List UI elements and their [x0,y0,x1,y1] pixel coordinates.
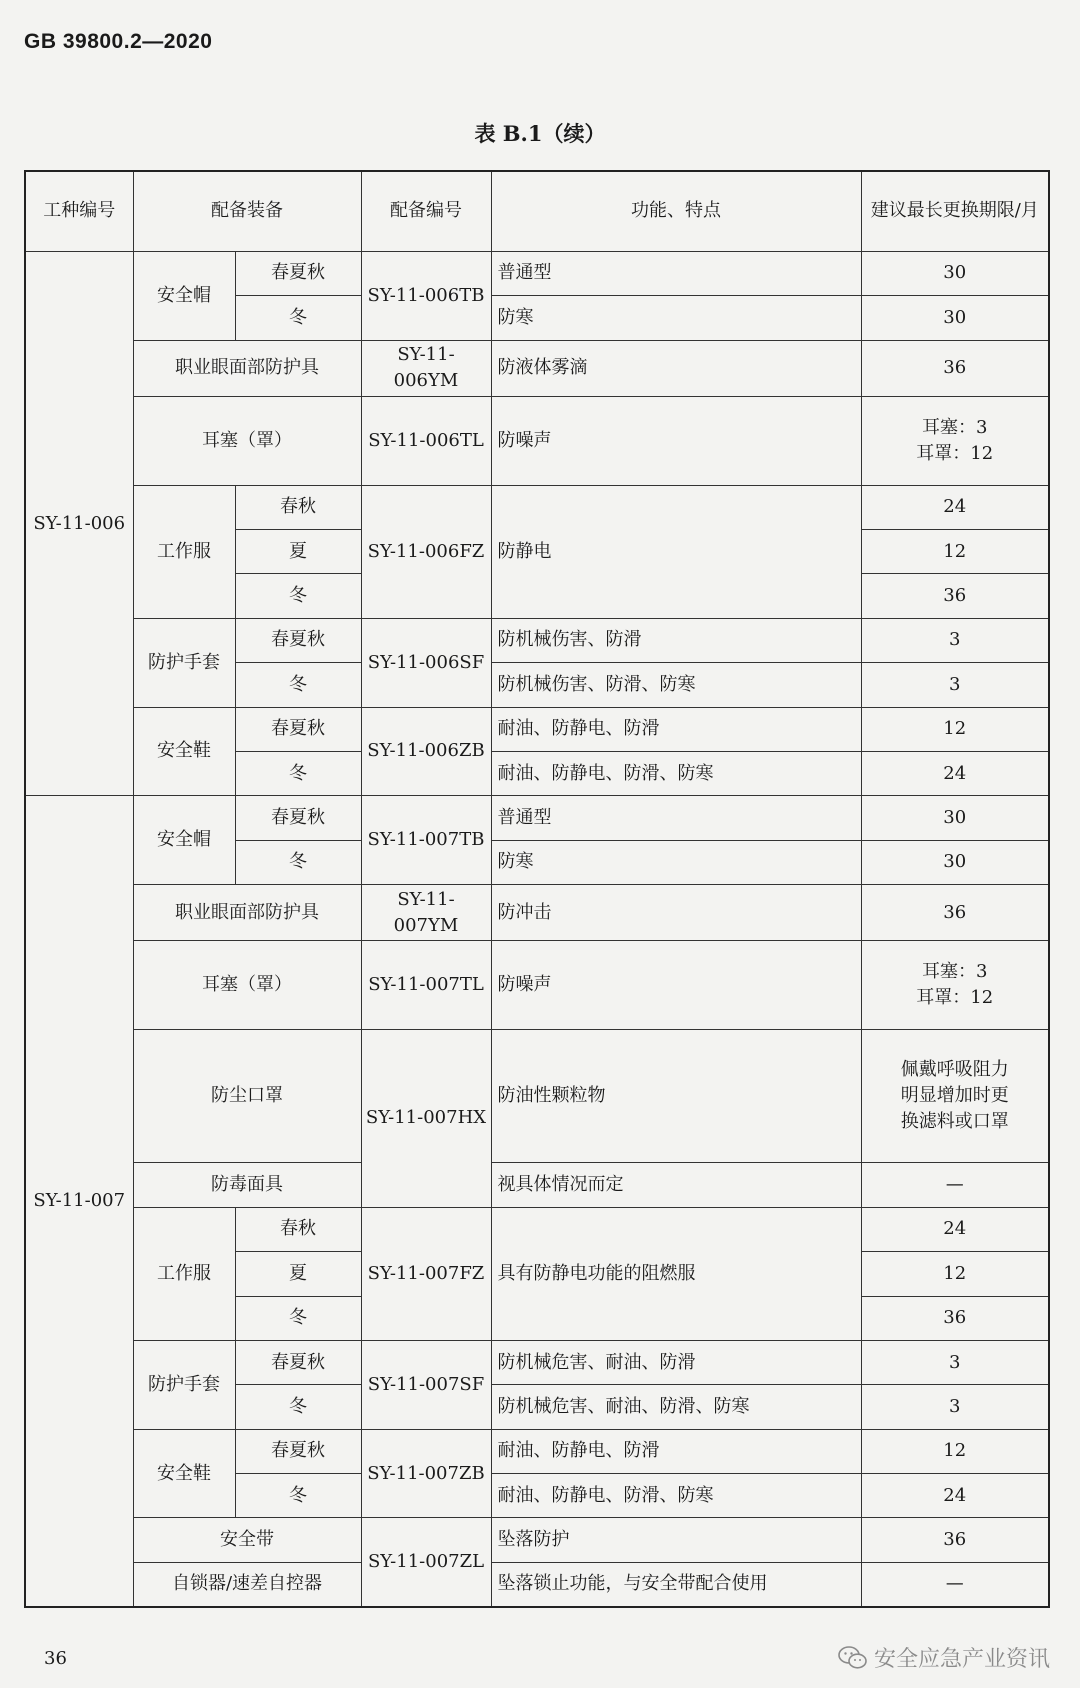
period-line: 耳罩：12 [916,442,994,464]
period-cell: 30 [861,251,1049,295]
function-cell: 防机械伤害、防滑 [491,618,861,662]
function-cell: 防油性颗粒物 [491,1030,861,1163]
table-row [25,885,1049,941]
period-cell: 3 [861,663,1049,707]
item-cell: 耳塞（罩） [133,396,361,485]
number-cell: SY-11-007FZ [361,1207,491,1340]
header-function: 功能、特点 [491,171,861,251]
season-cell: 春夏秋 [235,1429,361,1473]
item-cell: 防毒面具 [133,1163,361,1207]
table-row [25,396,1049,485]
season-cell: 冬 [235,663,361,707]
function-cell: 具有防静电功能的阻燃服 [491,1207,861,1340]
function-cell: 防机械危害、耐油、防滑 [491,1340,861,1384]
period-cell: 30 [861,840,1049,884]
season-cell: 冬 [235,1296,361,1340]
period-line: 耳塞：3 [922,416,988,438]
function-cell: 防寒 [491,840,861,884]
table-header-row [25,171,1049,251]
header-number: 配备编号 [361,171,491,251]
function-cell: 坠落防护 [491,1518,861,1562]
function-cell: 防噪声 [491,941,861,1030]
item-cell: 工作服 [133,485,235,618]
function-cell: 防噪声 [491,396,861,485]
table-row [25,485,1049,529]
number-cell: SY-11-007SF [361,1340,491,1429]
period-cell: 12 [861,1429,1049,1473]
season-cell: 冬 [235,840,361,884]
wechat-icon [838,1645,868,1671]
table-row [25,1562,1049,1607]
item-cell: 防尘口罩 [133,1030,361,1163]
period-cell [861,1030,1049,1163]
table-row [25,796,1049,840]
table-row [25,340,1049,396]
item-cell: 职业眼面部防护具 [133,340,361,396]
season-cell: 夏 [235,1252,361,1296]
function-cell: 防液体雾滴 [491,340,861,396]
season-cell: 冬 [235,296,361,340]
season-cell: 冬 [235,1474,361,1518]
season-cell: 春夏秋 [235,1340,361,1384]
period-cell: 12 [861,530,1049,574]
function-cell: 耐油、防静电、防滑、防寒 [491,1474,861,1518]
number-cell: SY-11-006SF [361,618,491,707]
function-cell: 防机械危害、耐油、防滑、防寒 [491,1385,861,1429]
season-cell: 春夏秋 [235,796,361,840]
watermark [838,1642,1050,1673]
period-cell: 3 [861,1340,1049,1384]
item-cell: 安全鞋 [133,707,235,796]
function-cell: 耐油、防静电、防滑 [491,707,861,751]
function-cell: 耐油、防静电、防滑 [491,1429,861,1473]
item-cell: 自锁器/速差自控器 [133,1562,361,1607]
table-row [25,707,1049,751]
function-cell: 防寒 [491,296,861,340]
function-cell: 防机械伤害、防滑、防寒 [491,663,861,707]
number-cell: SY-11-006TL [361,396,491,485]
period-cell: 24 [861,485,1049,529]
season-cell: 冬 [235,1385,361,1429]
period-cell [861,396,1049,485]
period-cell: 36 [861,340,1049,396]
number-cell: SY-11-007ZL [361,1518,491,1607]
item-cell: 工作服 [133,1207,235,1340]
table-title: 表 B.1（续） [474,121,606,146]
table-row [25,1429,1049,1473]
period-line: 明显增加时更 [900,1085,1009,1107]
season-cell: 春秋 [235,1207,361,1251]
season-cell: 冬 [235,574,361,618]
function-cell: 防冲击 [491,885,861,941]
item-cell: 安全帽 [133,796,235,885]
period-line: 佩戴呼吸阻力 [900,1059,1009,1081]
function-cell: 耐油、防静电、防滑、防寒 [491,751,861,795]
table-row [25,1340,1049,1384]
period-cell: 36 [861,1518,1049,1562]
function-cell: 普通型 [491,251,861,295]
season-cell: 冬 [235,751,361,795]
item-cell: 安全带 [133,1518,361,1562]
table-row [25,1163,1049,1207]
number-cell: SY-11-007ZB [361,1429,491,1518]
number-cell: SY-11-007YM [361,885,491,941]
header-job-code: 工种编号 [25,171,133,251]
period-cell: 12 [861,707,1049,751]
function-cell: 防静电 [491,485,861,618]
period-cell: 24 [861,751,1049,795]
table-row [25,1030,1049,1163]
period-line: 耳罩：12 [916,987,994,1009]
number-cell: SY-11-006ZB [361,707,491,796]
period-cell: 3 [861,618,1049,662]
job-code-cell: SY-11-006 [25,251,133,796]
period-cell: 36 [861,885,1049,941]
period-cell: — [861,1562,1049,1607]
number-cell: SY-11-006YM [361,340,491,396]
period-cell [861,941,1049,1030]
number-cell: SY-11-006FZ [361,485,491,618]
function-cell: 视具体情况而定 [491,1163,861,1207]
number-cell: SY-11-007TB [361,796,491,885]
period-cell: 36 [861,574,1049,618]
season-cell: 春夏秋 [235,707,361,751]
job-code-cell: SY-11-007 [25,796,133,1607]
header-period: 建议最长更换期限/月 [861,171,1049,251]
function-cell: 普通型 [491,796,861,840]
item-cell: 职业眼面部防护具 [133,885,361,941]
page-number: 36 [44,1648,67,1669]
season-cell: 春夏秋 [235,618,361,662]
period-line: 换滤料或口罩 [900,1111,1009,1133]
function-cell: 坠落锁止功能，与安全带配合使用 [491,1562,861,1607]
header-equipment: 配备装备 [133,171,361,251]
period-cell: — [861,1163,1049,1207]
table-row [25,618,1049,662]
equipment-table [24,170,1050,1608]
table-row [25,1518,1049,1562]
item-cell: 防护手套 [133,618,235,707]
table-row [25,941,1049,1030]
number-cell: SY-11-007HX [361,1030,491,1208]
period-line: 耳塞：3 [922,961,988,983]
number-cell: SY-11-007TL [361,941,491,1030]
period-cell: 30 [861,796,1049,840]
period-cell: 12 [861,1252,1049,1296]
period-cell: 3 [861,1385,1049,1429]
table-row [25,251,1049,295]
period-cell: 36 [861,1296,1049,1340]
number-cell: SY-11-006TB [361,251,491,340]
period-cell: 24 [861,1207,1049,1251]
table-row [25,1207,1049,1251]
item-cell: 安全帽 [133,251,235,340]
watermark-text: 安全应急产业资讯 [873,1647,1050,1672]
period-cell: 24 [861,1474,1049,1518]
item-cell: 耳塞（罩） [133,941,361,1030]
season-cell: 春秋 [235,485,361,529]
standard-code: GB 39800.2—2020 [24,30,213,53]
season-cell: 夏 [235,530,361,574]
item-cell: 防护手套 [133,1340,235,1429]
season-cell: 春夏秋 [235,251,361,295]
item-cell: 安全鞋 [133,1429,235,1518]
period-cell: 30 [861,296,1049,340]
